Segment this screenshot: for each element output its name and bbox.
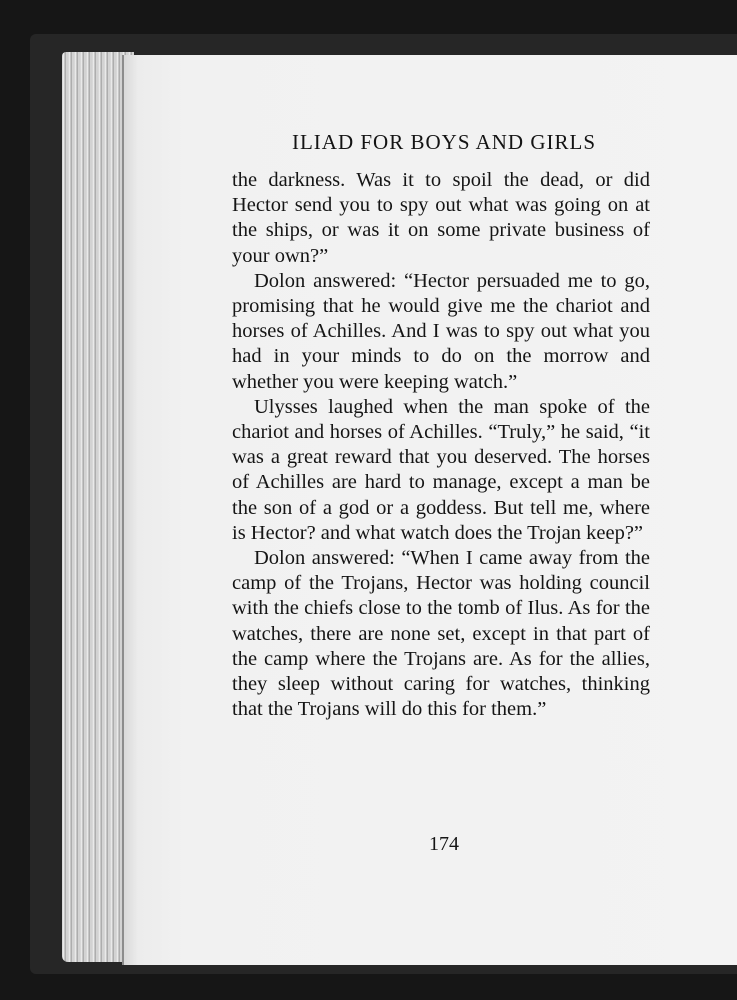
page-body <box>232 168 650 722</box>
running-head: ILIAD FOR BOYS AND GIRLS <box>291 130 597 154</box>
paragraph-1: the darkness. Was it to spoil the dead, or did Hector send you to spy out what was going on at the ships, or was it on some private business of your own?” <box>232 169 650 267</box>
page-number: 174 <box>429 833 459 855</box>
book-page <box>122 55 737 965</box>
paragraph-2: Dolon answered: “Hector persuaded me to go, promising that he would give me the chariot and horses of Achilles. And I was to spy out what you had in your minds to do on the morrow and whether you were keeping watch.” <box>232 269 650 393</box>
paragraph-4: Dolon answered: “When I came away from the camp of the Trojans, Hector was holding council with the chiefs close to the tomb of Ilus. As for the watches, there are none set, except in that part of the camp where the Trojans are. As for the allies, they sleep without caring for watches, thinking that the Trojans will do this for them.” <box>232 547 650 721</box>
paragraph-3: Ulysses laughed when the man spoke of the chariot and horses of Achilles. “Truly,” he said, “it was a great reward that you deserved. The horses of Achilles are hard to manage, except a man be the son of a god or a goddess. But tell me, where is Hector? and what watch does the Trojan keep?” <box>232 395 650 544</box>
